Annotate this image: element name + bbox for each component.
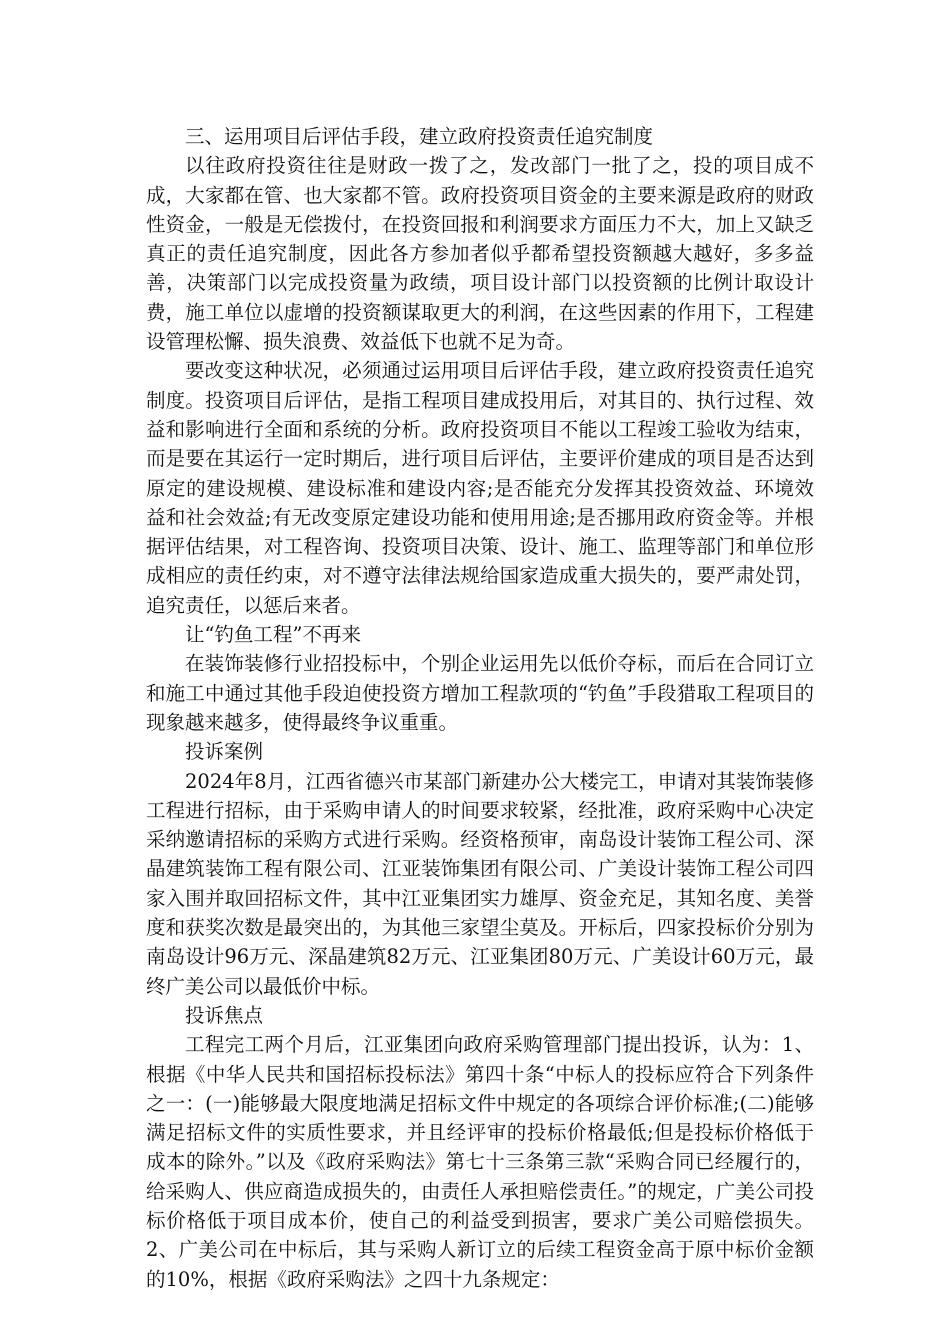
section-heading-accountability: 三、运用项目后评估手段，建立政府投资责任追究制度 (185, 125, 654, 148)
paragraph-government-investment: 以往政府投资往往是财政一拨了之，发改部门一批了之，投的项目成不成，大家都在管、也大家都不管。政府投资项目资金的主要来源是政府的财政性资金，一般是无偿拨付，在投资回报和利润要求方面压力不大，加上又缺乏真正的责任追究制度，因此各方参加者似乎都希望投资额越大越好，多多益善，决策部门以完成投资量为政绩，项目设计部门以投资额的比例计取设计费，施工单位以虚增的投资额谋取更大的利润，在这些因素的作用下，工程建设管理松懈、损失浪费、效益低下也就不足为奇。 (146, 154, 814, 354)
paragraph-post-evaluation: 要改变这种状况，必须通过运用项目后评估手段，建立政府投资责任追究制度。投资项目后评估，是指工程项目建成投用后，对其目的、执行过程、效益和影响进行全面和系统的分析。政府投资项目不能以工程竣工验收为结束，而是要在其运行一定时期后，进行项目后评估，主要评价建成的项目是否达到原定的建设规模、建设标准和建设内容;是否能充分发挥其投资效益、环境效益和社会效益;有无改变原定建设功能和使用用途;是否挪用政府资金等。并根据评估结果，对工程咨询、投资项目决策、设计、施工、监理等部门和单位形成相应的责任约束，对不遵守法律法规给国家造成重大损失的，要严肃处罚，追究责任，以惩后来者。 (146, 359, 814, 617)
paragraph-low-price-bidding: 在装饰装修行业招投标中，个别企业运用先以低价夺标，而后在合同订立和施工中通过其他手段迫使投资方增加工程款项的“钓鱼”手段猎取工程项目的现象越来越多，使得最终争议重重。 (146, 652, 814, 734)
section-heading-fishing-project: 让“钓鱼工程”不再来 (185, 623, 361, 647)
section-heading-complaint-focus: 投诉焦点 (185, 1003, 264, 1027)
document-body (146, 122, 814, 1294)
paragraph-complaint-focus: 工程完工两个月后，江亚集团向政府采购管理部门提出投诉，认为：1、根据《中华人民共和国招标投标法》第四十条“中标人的投标应符合下列条件之一：(一)能够最大限度地满足招标文件中规定的各项综合评价标准;(二)能够满足招标文件的实质性要求，并且经评审的投标价格最低;但是投标价格低于成本的除外。”以及《政府采购法》第七十三条第三款“采购合同已经履行的，给采购人、供应商造成损失的，由责任人承担赔偿责任。”的规定，广美公司投标价格低于项目成本价，使自己的利益受到损害，要求广美公司赔偿损失。2、广美公司在中标后，其与采购人新订立的后续工程资金高于原中标价金额的10%，根据《政府采购法》之四十九条规定： (146, 1033, 814, 1291)
section-heading-complaint-case: 投诉案例 (185, 740, 264, 764)
paragraph-case-details: 2024年8月，江西省德兴市某部门新建办公大楼完工，申请对其装饰装修工程进行招标，由于采购申请人的时间要求较紧，经批准，政府采购中心决定采纳邀请招标的采购方式进行采购。经资格预审，南岛设计装饰工程公司、深晶建筑装饰工程有限公司、江亚装饰集团有限公司、广美设计装饰工程公司四家入围并取回招标文件，其中江亚集团实力雄厚、资金充足，其知名度、美誉度和获奖次数是最突出的，为其他三家望尘莫及。开标后，四家投标价分别为南岛设计96万元、深晶建筑82万元、江亚集团80万元、广美设计60万元，最终广美公司以最低价中标。 (146, 769, 814, 998)
